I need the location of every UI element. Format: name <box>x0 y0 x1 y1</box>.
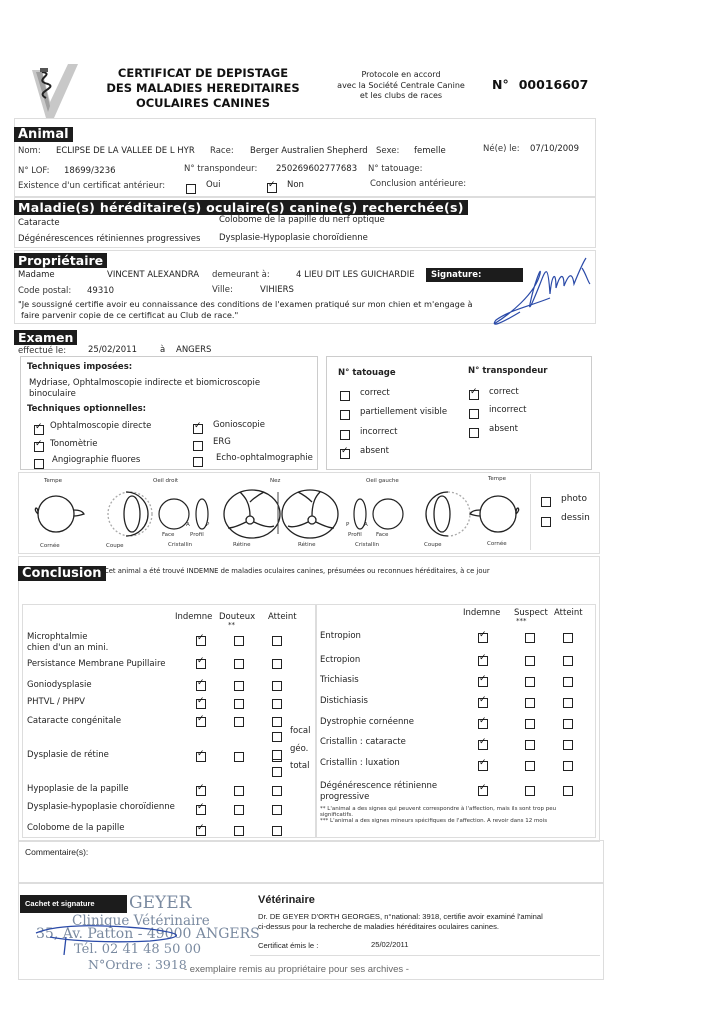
indemne-checkbox[interactable] <box>478 698 488 708</box>
douteux-checkbox[interactable] <box>234 636 244 646</box>
nom-label: Nom: <box>18 146 41 156</box>
retine-0-checkbox[interactable] <box>272 732 282 742</box>
coupe-left-diagram <box>108 492 152 536</box>
indemne-checkbox[interactable] <box>196 681 206 691</box>
tatouage-correct-checkbox[interactable] <box>340 391 350 401</box>
condition-label: Colobome de la papille <box>27 823 125 833</box>
proprietaire-section-title: Propriétaire <box>14 253 107 268</box>
suspect-stars: *** <box>516 617 527 625</box>
signature-label: Signature: <box>426 268 523 282</box>
veterinaire-text-line-2: ci-dessus pour la recherche de maladies héréditaires oculaires canines. <box>258 922 500 931</box>
column-header: Douteux <box>219 612 256 622</box>
profil-left-label: Profil <box>190 532 204 538</box>
profil-right-label: Profil <box>348 532 362 538</box>
atteint-checkbox[interactable] <box>563 677 573 687</box>
ville-value: VIHIERS <box>260 285 294 295</box>
emis-value: 25/02/2011 <box>371 940 409 949</box>
atteint-checkbox[interactable] <box>563 761 573 771</box>
douteux-checkbox[interactable] <box>234 826 244 836</box>
conclusion-section-title: Conclusion <box>18 566 106 581</box>
indemne-checkbox[interactable] <box>196 826 206 836</box>
option-label: Echo-ophtalmographie <box>216 453 313 463</box>
angiographie-checkbox[interactable] <box>34 459 44 469</box>
sexe-value: femelle <box>414 146 446 156</box>
race-value: Berger Australien Shepherd <box>250 146 368 156</box>
maladie-item: Cataracte <box>18 218 60 228</box>
cristallin-right-diagram <box>354 499 403 529</box>
tempe-left-label: Tempe <box>44 478 63 484</box>
condition-label: PHTVL / PHPV <box>27 697 85 707</box>
indemne-checkbox[interactable] <box>196 659 206 669</box>
retine-1-checkbox[interactable] <box>272 750 282 760</box>
p-right-label: P <box>346 522 350 528</box>
cornee-left-label: Cornée <box>40 543 60 549</box>
option-label: Angiographie fluores <box>52 455 141 465</box>
cristallin-left-label: Cristallin <box>168 542 193 548</box>
maladie-item: Dégénérescences rétiniennes progressives <box>18 234 201 244</box>
option-label: Tonomètrie <box>50 439 98 449</box>
indemne-checkbox[interactable] <box>478 633 488 643</box>
note-2: *** L'animal a des signes mineurs spécifiques de l'affection. A revoir dans 12 mois <box>320 818 548 824</box>
indemne-checkbox[interactable] <box>478 719 488 729</box>
condition-label-line2: progressive <box>320 792 370 802</box>
techniques-imposees-title: Techniques imposées: <box>27 362 133 372</box>
condition-label: Entropion <box>320 631 361 641</box>
face-left-label: Face <box>162 532 175 538</box>
oui-checkbox[interactable] <box>186 184 196 194</box>
stamp-line-5: N°Ordre : 3918 <box>88 957 187 972</box>
stamp-line-4: Tél. 02 41 48 50 00 <box>74 942 202 957</box>
option-label: Gonioscopie <box>213 420 266 430</box>
owner-name: VINCENT ALEXANDRA <box>107 270 200 280</box>
protocol-line-3: et les clubs de races <box>359 91 443 100</box>
condition-label: Hypoplasie de la papille <box>27 784 129 794</box>
douteux-stars: ** <box>228 621 235 629</box>
condition-label: Trichiasis <box>320 675 359 685</box>
cristallin-left-diagram <box>159 499 208 529</box>
caduceus-v-logo-icon <box>28 62 80 120</box>
dessin-checkbox[interactable] <box>541 517 551 527</box>
condition-label: Goniodysplasie <box>27 680 92 690</box>
face-right-label: Face <box>376 532 389 538</box>
douteux-checkbox[interactable] <box>234 805 244 815</box>
atteint-checkbox[interactable] <box>563 786 573 796</box>
condition-label: Cristallin : luxation <box>320 758 400 768</box>
maladie-item: Dysplasie-Hypoplasie choroïdienne <box>219 233 368 243</box>
effectue-label: effectué le: <box>18 346 67 356</box>
techniques-imposees-line1: Mydriase, Ophtalmoscopie indirecte et biomicroscopie <box>29 378 261 388</box>
transpondeur-option-label: absent <box>489 424 518 434</box>
retine-left-diagram <box>224 490 280 538</box>
lof-value: 18699/3236 <box>64 166 116 176</box>
oeil-droit-label: Oeil droit <box>153 478 179 484</box>
conclusion-statement: Cet animal a été trouvé INDEMNE de maladies oculaires canines, présumées ou reconnues héréditaires, à ce jour <box>104 567 490 575</box>
indemne-checkbox[interactable] <box>478 677 488 687</box>
techniques-optionnelles-title: Techniques optionnelles: <box>27 404 147 414</box>
condition-label: Dysplasie-hypoplasie choroïdienne <box>27 802 175 812</box>
echo-checkbox[interactable] <box>193 457 203 467</box>
transpondeur-correct-checkbox[interactable] <box>469 390 479 400</box>
transpondeur-option-label: incorrect <box>489 405 527 415</box>
indemne-checkbox[interactable] <box>196 786 206 796</box>
footer-note: - exemplaire remis au propriétaire pour ses archives - <box>184 964 409 975</box>
exam-location: ANGERS <box>176 345 212 355</box>
sexe-label: Sexe: <box>376 146 400 156</box>
nom-value: ECLIPSE DE LA VALLEE DE L HYR <box>56 146 195 156</box>
tatouage-title: N° tatouage <box>338 368 396 378</box>
indemne-checkbox[interactable] <box>196 699 206 709</box>
examen-section-title: Examen <box>14 330 77 345</box>
tatouage-partiel-checkbox[interactable] <box>340 410 350 420</box>
transpondeur-value: 250269602777683 <box>276 164 358 174</box>
retine-left-label: Rétine <box>233 542 251 548</box>
owner-address: 4 LIEU DIT LES GUICHARDIE <box>296 270 415 280</box>
maladies-section-title: Maladie(s) héréditaire(s) oculaire(s) canine(s) recherchée(s) <box>14 200 468 215</box>
cornea-left-diagram <box>35 496 84 532</box>
tonometrie-checkbox[interactable] <box>34 442 44 452</box>
atteint-checkbox[interactable] <box>272 636 282 646</box>
indemne-checkbox[interactable] <box>196 752 206 762</box>
title-line-3: OCULAIRES CANINES <box>135 96 271 110</box>
a-left-label: A <box>186 522 190 528</box>
suspect-checkbox[interactable] <box>525 698 535 708</box>
retine-right-diagram <box>282 490 338 538</box>
title-line-2: DES MALADIES HEREDITAIRES <box>106 81 300 95</box>
title-line-1: CERTIFICAT DE DEPISTAGE <box>117 66 289 80</box>
retine-right-label: Rétine <box>298 542 316 548</box>
indemne-checkbox[interactable] <box>196 805 206 815</box>
douteux-checkbox[interactable] <box>234 699 244 709</box>
retine-2-checkbox[interactable] <box>272 767 282 777</box>
douteux-checkbox[interactable] <box>234 786 244 796</box>
atteint-checkbox[interactable] <box>563 633 573 643</box>
commentaires-label[interactable]: Commentaire(s): <box>25 847 89 857</box>
birth-date-value: 07/10/2009 <box>530 144 579 154</box>
cachet-label: Cachet et signature <box>20 895 127 913</box>
atteint-checkbox[interactable] <box>563 656 573 666</box>
ville-label: Ville: <box>212 285 233 295</box>
coupe-left-label: Coupe <box>106 543 124 549</box>
veterinaire-title: Vétérinaire <box>258 894 315 906</box>
tatouage-incorrect-checkbox[interactable] <box>340 430 350 440</box>
column-header: Suspect <box>514 608 548 618</box>
existence-label: Existence d'un certificat antérieur: <box>18 181 166 191</box>
column-header: Atteint <box>554 608 583 618</box>
retine-sub-label: total <box>290 761 310 771</box>
option-label: ERG <box>213 437 231 447</box>
condition-label: Dégénérescence rétinienne <box>320 781 438 791</box>
protocol-line-1: Protocole en accord <box>361 70 441 79</box>
douteux-checkbox[interactable] <box>234 659 244 669</box>
suspect-checkbox[interactable] <box>525 633 535 643</box>
transpondeur-title: N° transpondeur <box>468 366 548 376</box>
cristallin-right-label: Cristallin <box>355 542 380 548</box>
techniques-imposees-line2: binoculaire <box>29 389 76 399</box>
race-label: Race: <box>210 146 234 156</box>
condition-label: Dystrophie cornéenne <box>320 717 414 727</box>
cornea-right-diagram <box>470 496 519 532</box>
cornee-right-label: Cornée <box>487 541 507 547</box>
indemne-checkbox[interactable] <box>196 636 206 646</box>
number-value: 00016607 <box>518 77 589 92</box>
column-header: Atteint <box>268 612 297 622</box>
indemne-checkbox[interactable] <box>196 717 206 727</box>
emis-label: Certificat émis le : <box>258 941 319 950</box>
p-left-label: P <box>206 522 210 528</box>
protocol-line-2: avec la Société Centrale Canine <box>337 80 465 90</box>
atteint-checkbox[interactable] <box>272 681 282 691</box>
maladie-item: Colobome de la papille du nerf optique <box>219 215 385 225</box>
certificate-number <box>492 77 588 92</box>
suspect-checkbox[interactable] <box>525 656 535 666</box>
vet-signature-image <box>30 915 230 955</box>
transpondeur-option-label: correct <box>489 387 519 397</box>
protocol-note <box>328 70 474 102</box>
coupe-right-label: Coupe <box>424 542 442 548</box>
code-postal-value: 49310 <box>87 286 115 296</box>
atteint-checkbox[interactable] <box>563 719 573 729</box>
transpondeur-label: N° transpondeur: <box>184 164 258 174</box>
atteint-checkbox[interactable] <box>272 805 282 815</box>
erg-checkbox[interactable] <box>193 441 203 451</box>
owner-signature-image <box>490 254 594 330</box>
indemne-checkbox[interactable] <box>478 786 488 796</box>
code-postal-label: Code postal: <box>18 286 72 296</box>
suspect-checkbox[interactable] <box>525 740 535 750</box>
number-label: N° <box>492 77 509 92</box>
oui-label: Oui <box>206 180 221 190</box>
gonioscopie-checkbox[interactable] <box>193 424 203 434</box>
animal-section-title: Animal <box>14 127 73 142</box>
tatouage-absent-checkbox[interactable] <box>340 449 350 459</box>
condition-label: Cristallin : cataracte <box>320 737 406 747</box>
a-label: à <box>160 345 166 355</box>
photo-checkbox[interactable] <box>541 497 551 507</box>
indemne-checkbox[interactable] <box>478 761 488 771</box>
condition-label-line2: chien d'un an mini. <box>27 643 109 653</box>
lof-label: N° LOF: <box>18 166 50 176</box>
declaration-line-1: "Je soussigné certifie avoir eu connaissance des conditions de l'examen pratiqué sur mon chien et m'engage à <box>18 299 473 309</box>
conclusion-anterieure-label: Conclusion antérieure: <box>370 179 467 189</box>
note-1: ** L'animal a des signes qui peuvent correspondre à l'affection, mais ils sont trop peu <box>320 806 557 812</box>
suspect-checkbox[interactable] <box>525 786 535 796</box>
condition-label: Persistance Membrane Pupillaire <box>27 659 166 669</box>
schema-divider <box>530 474 531 550</box>
dessin-label: dessin <box>561 513 590 523</box>
non-label: Non <box>287 180 304 190</box>
tempe-right-label: Tempe <box>488 476 507 482</box>
ophtalmoscopie-directe-checkbox[interactable] <box>34 425 44 435</box>
coupe-right-diagram <box>426 492 470 536</box>
a-right-label: A <box>364 522 368 528</box>
transpondeur-incorrect-checkbox[interactable] <box>469 409 479 419</box>
atteint-checkbox[interactable] <box>563 740 573 750</box>
document-title <box>92 66 314 111</box>
atteint-checkbox[interactable] <box>272 826 282 836</box>
tatouage-option-label: absent <box>360 446 389 456</box>
oeil-gauche-label: Oeil gauche <box>366 478 399 484</box>
douteux-checkbox[interactable] <box>234 681 244 691</box>
tatouage-option-label: incorrect <box>360 427 398 437</box>
footer-divider <box>250 955 600 956</box>
nez-label: Nez <box>270 478 281 484</box>
demeurant-label: demeurant à: <box>212 270 270 280</box>
condition-label: Distichiasis <box>320 696 368 706</box>
note-1b: significatifs. <box>320 812 353 818</box>
non-checkbox[interactable] <box>267 183 277 193</box>
veterinaire-text-line-1: Dr. DE GEYER D'ORTH GEORGES, n°national: 3918, certifie avoir examiné l'aminal <box>258 912 543 921</box>
atteint-checkbox[interactable] <box>272 717 282 727</box>
declaration-line-2: faire parvenir copie de ce certificat au Club de race." <box>21 310 239 320</box>
retine-sub-label: géo. <box>290 744 309 754</box>
suspect-checkbox[interactable] <box>525 719 535 729</box>
stamp-line-1: GEYER <box>129 893 192 913</box>
condition-label: Dysplasie de rétine <box>27 750 109 760</box>
column-header: Indemne <box>463 608 501 618</box>
douteux-checkbox[interactable] <box>234 717 244 727</box>
transpondeur-absent-checkbox[interactable] <box>469 428 479 438</box>
column-header: Indemne <box>175 612 213 622</box>
atteint-checkbox[interactable] <box>272 659 282 669</box>
condition-label: Ectropion <box>320 655 361 665</box>
retine-sub-label: focal <box>290 726 311 736</box>
condition-label: Microphtalmie <box>27 632 88 642</box>
tatouage-option-label: correct <box>360 388 390 398</box>
atteint-checkbox[interactable] <box>563 698 573 708</box>
commentaires-box <box>18 840 604 884</box>
owner-civility: Madame <box>18 270 55 280</box>
tatouage-label: N° tatouage: <box>368 164 423 174</box>
option-label: Ophtalmoscopie directe <box>50 421 152 431</box>
birth-date-label: Né(e) le: <box>483 144 520 154</box>
tatouage-option-label: partiellement visible <box>360 407 448 417</box>
suspect-checkbox[interactable] <box>525 761 535 771</box>
atteint-checkbox[interactable] <box>272 786 282 796</box>
stamp-line-3: 35, Av. Patton - 49000 ANGERS <box>36 926 260 942</box>
douteux-checkbox[interactable] <box>234 752 244 762</box>
indemne-checkbox[interactable] <box>478 740 488 750</box>
suspect-checkbox[interactable] <box>525 677 535 687</box>
condition-label: Cataracte congénitale <box>27 716 122 726</box>
indemne-checkbox[interactable] <box>478 656 488 666</box>
photo-label: photo <box>561 494 587 504</box>
exam-date: 25/02/2011 <box>88 345 137 355</box>
atteint-checkbox[interactable] <box>272 699 282 709</box>
stamp-line-2: Clinique Vétérinaire <box>72 913 210 929</box>
